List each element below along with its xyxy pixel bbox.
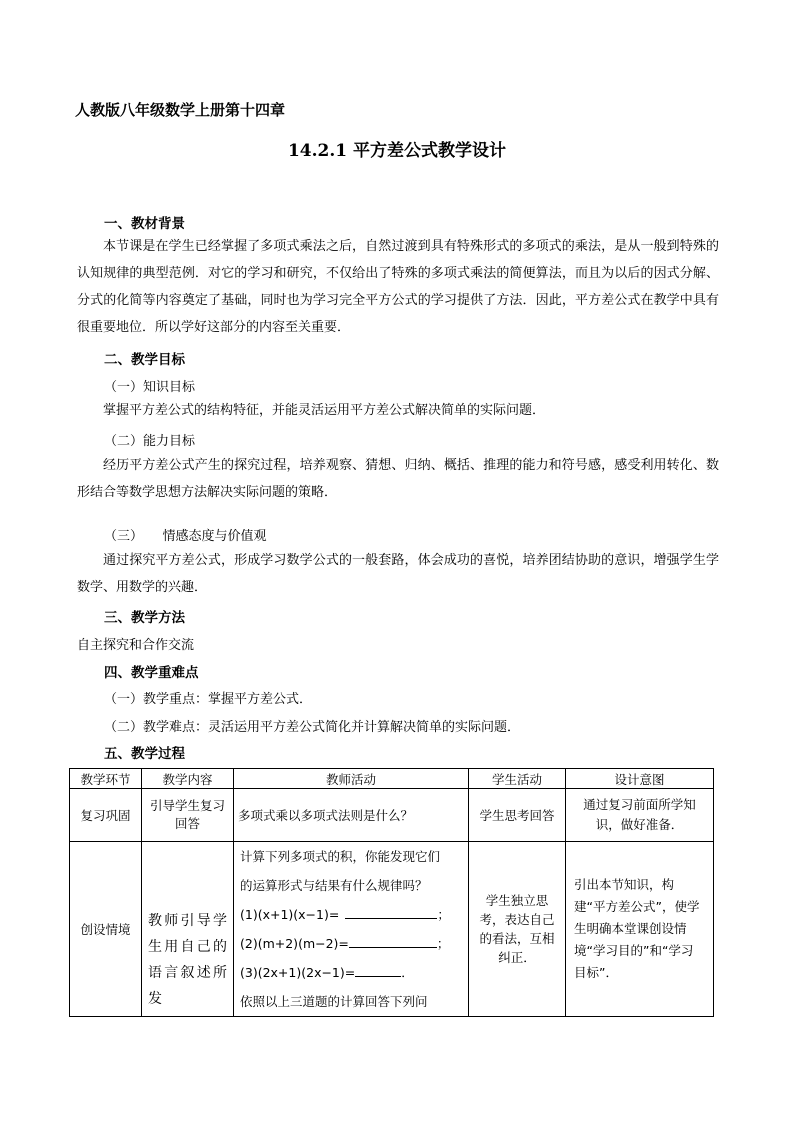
header-teacher: 教师活动 bbox=[234, 769, 469, 789]
teacher-line: 的运算形式与结果有什么规律吗？ bbox=[240, 878, 428, 893]
exercise-1: (1)(x+1)(x−1)= ； bbox=[240, 907, 450, 922]
knowledge-objective-text: 掌握平方差公式的结构特征，并能灵活运用平方差公式解决简单的实际问题． bbox=[103, 403, 546, 418]
teacher-line: 依照以上三道题的计算回答下列问 bbox=[240, 994, 428, 1009]
chapter-heading: 人教版八年级数学上册第十四章 bbox=[75, 101, 286, 119]
ability-objective-text: 经历平方差公式产生的探究过程，培养观察、猜想、归纳、概括、推理的能力和符号感，感受利用转化、数形结合等数学思想方法解决实际问题的策略． bbox=[77, 458, 719, 500]
row1-stage: 复习巩固 bbox=[70, 789, 142, 842]
table-header-row bbox=[70, 769, 714, 789]
row2-student: 学生独立思考，表达自己的看法，互相纠正． bbox=[469, 842, 566, 1017]
teacher-line: 计算下列多项式的积，你能发现它们 bbox=[240, 849, 441, 864]
row1-intent: 通过复习前面所学知识，做好准备． bbox=[566, 789, 714, 842]
answer-blank-1 bbox=[345, 918, 437, 919]
row2-intent: 引出本节知识，构建“平方差公式”，使学生明确本堂课创设情境“学习目的”和“学习目标”． bbox=[566, 842, 714, 1017]
header-stage: 教学环节 bbox=[70, 769, 142, 789]
row1-content: 引导学生复习回答 bbox=[142, 789, 234, 842]
header-student: 学生活动 bbox=[469, 769, 566, 789]
row2-stage: 创设情境 bbox=[70, 842, 142, 1017]
page-title: 14.2.1 平方差公式教学设计 bbox=[287, 141, 507, 161]
answer-blank-3 bbox=[355, 976, 401, 977]
header-content: 教学内容 bbox=[142, 769, 234, 789]
methods-text: 自主探究和合作交流 bbox=[77, 638, 195, 653]
key-point-line: （一）教学重点：掌握平方差公式． bbox=[104, 692, 313, 707]
row1-teacher: 多项式乘以多项式法则是什么？ bbox=[234, 789, 469, 842]
section-heading-background: 一、教材背景 bbox=[104, 216, 185, 232]
table-row bbox=[70, 789, 714, 842]
answer-blank-2 bbox=[349, 947, 437, 948]
row2-content: 教师引导学生用自己的语言叙述所发 bbox=[148, 913, 227, 1007]
attitude-objective-heading: （三） 情感态度与价值观 bbox=[104, 529, 267, 544]
row1-student: 学生思考回答 bbox=[469, 789, 566, 842]
section-heading-methods: 三、教学方法 bbox=[104, 610, 185, 626]
header-intent: 设计意图 bbox=[566, 769, 714, 789]
attitude-objective-text: 通过探究平方差公式，形成学习数学公式的一般套路，体会成功的喜悦，培养团结协助的意识，增强学生学数学、用数学的兴趣． bbox=[77, 553, 719, 595]
section-heading-process: 五、教学过程 bbox=[104, 746, 185, 762]
knowledge-objective-heading: （一）知识目标 bbox=[104, 380, 196, 395]
exercise-2: (2)(m+2)(m−2)= ； bbox=[240, 936, 450, 951]
teaching-process-table bbox=[69, 768, 714, 1017]
background-paragraph: 本节课是在学生已经掌握了多项式乘法之后，自然过渡到具有特殊形式的多项式的乘法，是从一般到特殊的认知规律的典型范例．对它的学习和研究，不仅给出了特殊的多项式乘法的简便算法，而且为以后的因式分解、分式的化简等内容奠定了基础，同时也为学习完全平方公式的学习提供了方法．因此，平方差公式在教学中具有很重要地位．所以学好这部分的内容至关重要． bbox=[77, 239, 719, 335]
row2-content-cell bbox=[142, 842, 234, 1017]
section-heading-objectives: 二、教学目标 bbox=[104, 352, 185, 368]
table-row bbox=[70, 842, 714, 1017]
row2-teacher bbox=[234, 842, 469, 1017]
difficult-point-line: （二）教学难点：灵活运用平方差公式简化并计算解决简单的实际问题． bbox=[104, 720, 521, 735]
ability-objective-heading: （二）能力目标 bbox=[104, 434, 196, 449]
exercise-3: (3)(2x+1)(2x−1)= ． bbox=[240, 965, 414, 980]
section-heading-key-points: 四、教学重难点 bbox=[104, 665, 199, 681]
